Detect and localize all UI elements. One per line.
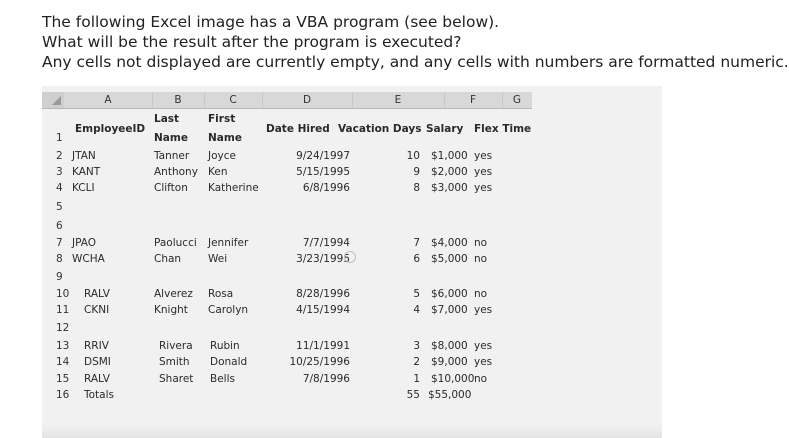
cell-employee-id[interactable]: RALV [84,288,110,300]
header-employee-id: EmployeeID [75,123,146,135]
column-header-a[interactable]: A [64,92,153,108]
row-number[interactable]: 1 [56,132,63,144]
cell-vacation-days[interactable]: 10 [406,150,420,162]
row-number[interactable]: 4 [56,182,63,194]
cell-salary[interactable]: $3,000 [431,182,468,194]
cell-flex-time[interactable]: no [474,288,488,300]
header-date-hired: Date Hired [266,123,330,135]
cell-first-name[interactable]: Rosa [208,288,234,300]
cell-vacation-days[interactable]: 2 [413,356,420,368]
cell-first-name[interactable]: Joyce [208,150,236,162]
cell-date-hired[interactable]: 9/24/1997 [296,150,350,162]
cell-employee-id[interactable]: WCHA [72,253,105,265]
cell-employee-id[interactable]: DSMI [84,356,111,368]
cell-date-hired[interactable]: 6/8/1996 [302,182,350,194]
header-salary: Salary [426,123,464,135]
cell-date-hired[interactable]: 7/8/1996 [302,373,350,385]
cell-vacation-days[interactable]: 9 [413,166,420,178]
row-number[interactable]: 16 [56,389,70,401]
cell-last-name[interactable]: Clifton [154,182,188,194]
cell-last-name[interactable]: Smith [159,356,190,368]
cell-flex-time[interactable]: yes [474,356,493,368]
cell-flex-time[interactable]: no [474,253,488,265]
sheet-bottom-edge [42,426,662,438]
cell-salary[interactable]: $6,000 [431,288,468,300]
cell-employee-id[interactable]: JPAO [72,237,97,249]
cell-vacation-days[interactable]: 1 [413,373,420,385]
select-all-corner-icon[interactable] [42,92,64,108]
cell-vacation-days[interactable]: 5 [413,288,420,300]
cell-last-name[interactable]: Paolucci [154,237,197,249]
cell-first-name[interactable]: Carolyn [208,304,249,316]
row-number[interactable]: 7 [56,237,63,249]
cell-vacation-days[interactable]: 6 [413,253,420,265]
cell-total-salary[interactable]: $55,000 [428,389,472,401]
cell-salary[interactable]: $10,000 [431,373,475,385]
cell-vacation-days[interactable]: 8 [413,182,420,194]
cell-date-hired[interactable]: 11/1/1991 [296,340,350,352]
header-last-name-line1: Last [154,113,180,125]
cell-last-name[interactable]: Rivera [159,340,193,352]
row-number[interactable]: 3 [56,166,63,178]
cell-date-hired[interactable]: 3/23/1995 [296,253,350,265]
cell-employee-id[interactable]: RALV [84,373,110,385]
cell-flex-time[interactable]: yes [474,340,493,352]
column-header-e[interactable]: E [352,92,445,108]
column-header-f[interactable]: F [444,92,503,108]
cell-employee-id[interactable]: KCLI [72,182,95,194]
cell-salary[interactable]: $9,000 [431,356,468,368]
row-number[interactable]: 15 [56,373,70,385]
cell-flex-time[interactable]: yes [474,304,493,316]
cell-employee-id[interactable]: CKNI [84,304,110,316]
cell-flex-time[interactable]: yes [474,166,493,178]
cell-vacation-days[interactable]: 4 [413,304,420,316]
cell-first-name[interactable]: Donald [210,356,248,368]
cell-date-hired[interactable]: 4/15/1994 [296,304,350,316]
cell-flex-time[interactable]: no [474,237,488,249]
row-number[interactable]: 14 [56,356,70,368]
cell-last-name[interactable]: Knight [154,304,188,316]
row-number[interactable]: 9 [56,271,63,283]
cell-first-name[interactable]: Bells [210,373,235,385]
cell-flex-time[interactable]: yes [474,182,493,194]
excel-sheet-image [42,86,662,438]
cell-salary[interactable]: $2,000 [431,166,468,178]
cell-salary[interactable]: $5,000 [431,253,468,265]
cell-total-vacation-days[interactable]: 55 [406,389,420,401]
cell-last-name[interactable]: Sharet [159,373,194,385]
cell-salary[interactable]: $4,000 [431,237,468,249]
cell-salary[interactable]: $1,000 [431,150,468,162]
cell-vacation-days[interactable]: 3 [413,340,420,352]
question-line-3: Any cells not displayed are currently empty, and any cells with numbers are formatted numeric. [42,53,789,71]
cell-salary[interactable]: $8,000 [431,340,468,352]
column-header-d[interactable]: D [262,92,353,108]
question-line-1: The following Excel image has a VBA program (see below). [42,13,500,31]
row-number[interactable]: 5 [56,201,63,213]
question-text [42,12,789,72]
cell-first-name[interactable]: Ken [208,166,228,178]
cell-date-hired[interactable]: 7/7/1994 [302,237,350,249]
row-number[interactable]: 2 [56,150,63,162]
cell-last-name[interactable]: Tanner [154,150,190,162]
column-header-c[interactable]: C [204,92,263,108]
cell-date-hired[interactable]: 10/25/1996 [289,356,350,368]
cell-flex-time[interactable]: no [474,373,488,385]
cell-salary[interactable]: $7,000 [431,304,468,316]
header-flex-time: Flex Time [474,123,532,135]
cell-employee-id[interactable]: RRIV [84,340,109,352]
header-last-name-line2: Name [154,132,188,144]
cell-first-name[interactable]: Rubin [210,340,240,352]
column-header-g[interactable]: G [512,94,522,106]
row-number[interactable]: 8 [56,253,63,265]
cell-date-hired[interactable]: 8/28/1996 [296,288,350,300]
mouse-cursor-icon [344,251,356,263]
cell-last-name[interactable]: Anthony [154,166,198,178]
column-header-row [42,92,532,109]
column-header-b[interactable]: B [152,92,205,108]
header-vacation-days: Vacation Days [338,123,422,135]
cell-first-name[interactable]: Jennifer [208,237,249,249]
cell-employee-id[interactable]: KANT [72,166,101,178]
header-first-name-line1: First [208,113,236,125]
cell-first-name[interactable]: Katherine [208,182,259,194]
cell-employee-id[interactable]: JTAN [72,150,96,162]
cell-vacation-days[interactable]: 7 [413,237,420,249]
cell-last-name[interactable]: Chan [154,253,182,265]
cell-last-name[interactable]: Alverez [154,288,193,300]
row-number[interactable]: 10 [56,288,70,300]
cell-first-name[interactable]: Wei [208,253,228,265]
row-number[interactable]: 12 [56,322,70,334]
header-first-name-line2: Name [208,132,242,144]
question-line-2: What will be the result after the program is executed? [42,33,462,51]
row-number[interactable]: 6 [56,220,63,232]
row-number[interactable]: 11 [56,304,70,316]
cell-flex-time[interactable]: yes [474,150,493,162]
cell-totals-label[interactable]: Totals [84,389,114,401]
row-number[interactable]: 13 [56,340,70,352]
cell-date-hired[interactable]: 5/15/1995 [296,166,350,178]
